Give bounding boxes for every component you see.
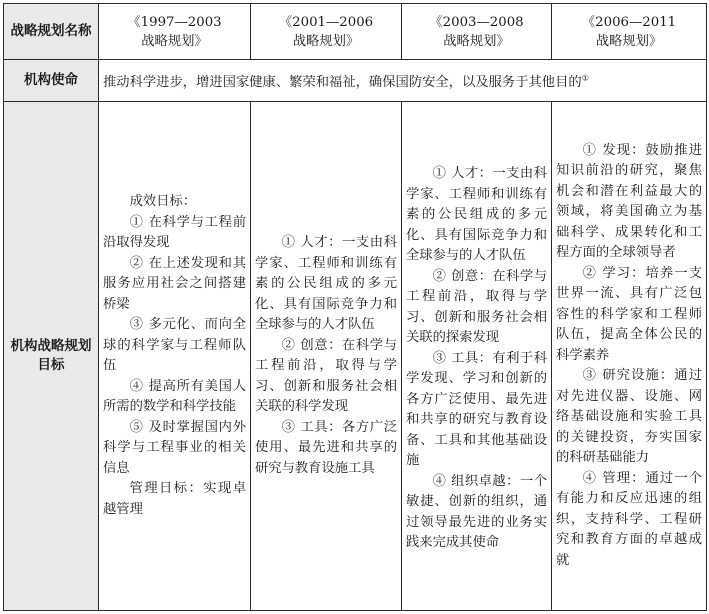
goal-item: ⑤ 及时掌握国内外科学与工程事业的相关信息 [103, 419, 246, 476]
goal-item: ① 人才：一支由科学家、工程师和训练有素的公民组成的多元化、具有国际竞争力和全球参与的人才队伍 [255, 235, 397, 332]
goal-item: ④ 组织卓越：一个敏捷、创新的组织，通过领导最先进的业务实践来完成其使命 [406, 473, 547, 551]
goal-item: ① 人才：一支由科学家、工程师和训练有素的公民组成的多元化、具有国际竞争力和全球参与的人才队伍 [406, 166, 547, 264]
plan-2001-header-line1: 《2001—2006 [278, 14, 374, 30]
mission-label: 机构使命 [4, 60, 99, 102]
goal-item: ③ 工具：有利于科学发现、学习和创新的各方广泛使用、最先进和共享的研究与教育设备、工具和其他基础设施 [406, 350, 547, 469]
plan-1997-header [99, 4, 251, 60]
plan-2003-header-line1: 《2003—2008 [429, 14, 524, 30]
goal-item: ② 创意：在科学与工程前沿，取得与学习、创新和服务社会相关联的探索发现 [406, 268, 547, 346]
header-row [4, 4, 707, 60]
plan-2003-goals [402, 102, 552, 611]
goal-item: ① 发现：鼓励推进知识前沿的研究，聚焦机会和潜在利益最大的领域，将美国确立为基础科学、成果转化和工程方面的全球领导者 [556, 142, 702, 261]
goal-item: ② 创意：在科学与工程前沿，取得与学习、创新和服务社会相关联的科学发现 [255, 337, 397, 414]
plan-2003-header [402, 4, 552, 60]
plan-2006-header [552, 4, 707, 60]
plan-2001-goals [251, 102, 402, 611]
goal-item: ③ 研究设施：通过对先进仪器、设施、网络基础设施和实验工具的关键投资，夯实国家的科研基础能力 [556, 368, 702, 466]
header-corner-cell: 战略规划名称 [4, 4, 99, 60]
plan-2001-header [251, 4, 402, 60]
plan-2006-goals [552, 102, 707, 611]
goal-item: ② 在上述发现和其服务应用社会之间搭建桥梁 [103, 255, 246, 312]
plan-2003-header-line2: 战略规划》 [443, 33, 510, 49]
mission-footnote: ① [581, 73, 589, 83]
goal-item: ③ 多元化、而向全球的科学家与工程师队伍 [103, 317, 246, 373]
goals-label: 机构战略规划目标 [4, 102, 99, 611]
plan-1997-goals [99, 102, 251, 611]
goals-row [4, 102, 707, 611]
mission-text-cell [99, 60, 707, 102]
mission-text: 推动科学进步，增进国家健康、繁荣和福祉，确保国防安全，以及服务于其他目的 [103, 75, 582, 90]
goal-item: ③ 工具：各方广泛使用、最先进和共享的研究与教育设施工具 [255, 419, 397, 476]
mission-row [4, 60, 707, 102]
goal-item: ① 在科学与工程前沿取得发现 [103, 214, 246, 250]
plan-1997-header-line2: 战略规划》 [141, 33, 208, 49]
plan-2006-header-line1: 《2006—2011 [581, 14, 677, 30]
goal-item: 管理日标：实现卓越管理 [103, 481, 246, 517]
goal-item: 成效日标： [129, 194, 197, 209]
plan-2001-header-line2: 战略规划》 [292, 33, 360, 49]
strategic-plan-table [3, 3, 707, 611]
plan-2006-header-line2: 战略规划》 [595, 33, 663, 49]
goal-item: ④ 提高所有美国人所需的数学和科学技能 [103, 378, 246, 414]
plan-1997-header-line1: 《1997—2003 [127, 14, 222, 30]
goal-item: ④ 管理：通过一个有能力和反应迅速的组织，支持科学、工程研究和教育方面的卓越成就 [556, 470, 702, 568]
goal-item: ② 学习：培养一支世界一流、具有广泛包容性的科学家和工程师队伍，提高全体公民的科学素养 [556, 265, 702, 363]
